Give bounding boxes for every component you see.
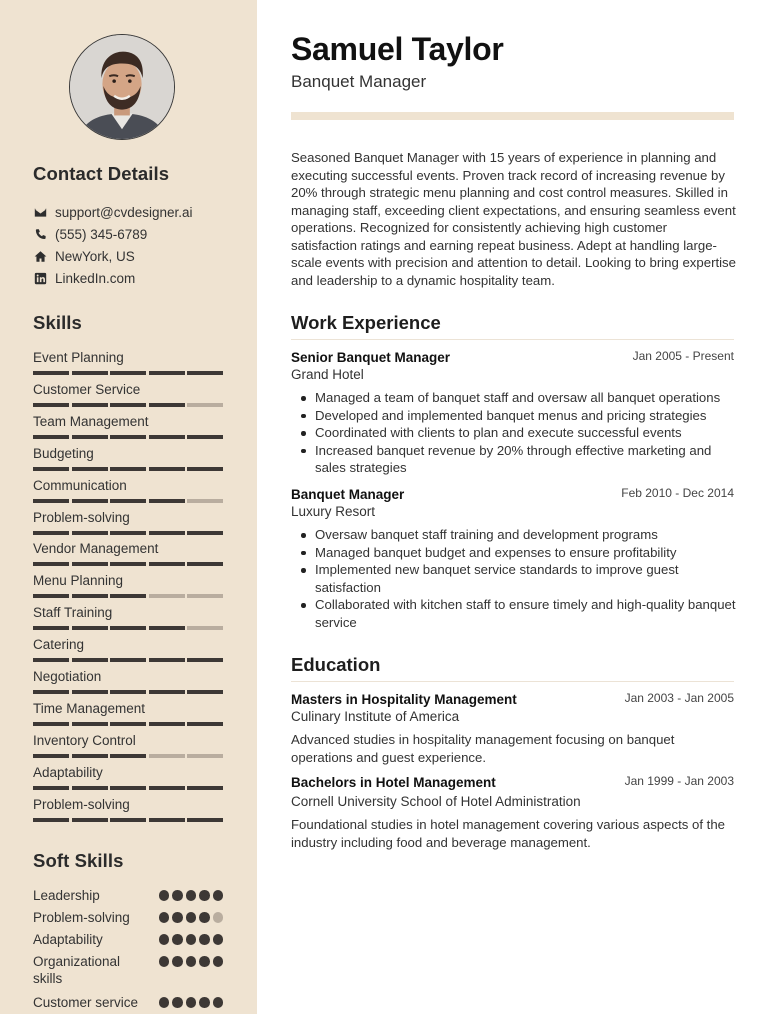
skill-item xyxy=(33,413,223,439)
contact-email[interactable] xyxy=(33,203,193,221)
level-segment xyxy=(149,690,185,694)
skill-name: Inventory Control xyxy=(33,732,136,748)
list-item: Developed and implemented banquet menus and pricing strategies xyxy=(291,407,736,425)
level-segment xyxy=(110,435,146,439)
school-name: Culinary Institute of America xyxy=(291,709,460,724)
level-segment xyxy=(110,626,146,630)
level-segment xyxy=(33,722,69,726)
skill-item xyxy=(33,509,223,535)
skill-name: Budgeting xyxy=(33,445,94,461)
skill-item xyxy=(33,636,223,662)
soft-skill-rating xyxy=(159,890,224,904)
skill-item xyxy=(33,572,223,598)
level-segment xyxy=(187,754,223,758)
level-segment xyxy=(72,690,108,694)
skill-name: Negotiation xyxy=(33,669,102,684)
rating-dot xyxy=(159,934,170,945)
level-segment xyxy=(72,626,108,630)
rating-dot xyxy=(172,890,183,901)
soft-skill-rating xyxy=(159,934,224,948)
degree-dates: Jan 1999 - Jan 2003 xyxy=(624,774,734,788)
level-segment xyxy=(187,403,223,407)
level-segment xyxy=(110,594,146,598)
rating-dot xyxy=(213,934,224,945)
degree-title: Masters in Hospitality Management xyxy=(291,692,517,707)
contact-location xyxy=(33,247,135,265)
level-segment xyxy=(72,594,108,598)
level-segment xyxy=(187,531,223,535)
job-bullets xyxy=(291,526,736,631)
level-segment xyxy=(33,754,69,758)
skill-item xyxy=(33,668,223,694)
level-segment xyxy=(110,499,146,503)
rating-dot xyxy=(159,890,170,901)
skill-level-bar xyxy=(33,562,223,566)
level-segment xyxy=(33,403,69,407)
skill-level-bar xyxy=(33,499,223,503)
level-segment xyxy=(149,403,185,407)
level-segment xyxy=(72,499,108,503)
skill-level-bar xyxy=(33,531,223,535)
summary-text: Seasoned Banquet Manager with 15 years of experience in planning and executing successful events. Proven track record of increasing revenue by 20% through strategic menu planning and cost control measures. Skilled in managing staff, exceeding client expectations, and ensuring seamless event operations. Recognized for consistently achieving high customer satisfaction ratings and earning repeat business. Adept at handling large-scale events with precision and attention to detail. Looking to bring expertise and leadership to a dynamic hospitality team. xyxy=(291,150,736,288)
home-icon xyxy=(33,249,47,263)
soft-skill-rating xyxy=(159,912,224,926)
skill-name: Staff Training xyxy=(33,605,113,621)
job-company: Grand Hotel xyxy=(291,367,364,382)
level-segment xyxy=(110,371,146,375)
level-segment xyxy=(72,435,108,439)
level-segment xyxy=(187,435,223,439)
skill-name: Customer Service xyxy=(33,381,141,397)
level-segment xyxy=(187,499,223,503)
skill-name: Communication xyxy=(33,477,127,493)
level-segment xyxy=(72,531,108,535)
level-segment xyxy=(149,371,185,375)
level-segment xyxy=(149,626,185,630)
rating-dot xyxy=(213,997,224,1008)
skill-item xyxy=(33,796,223,822)
rating-dot xyxy=(213,890,224,901)
main-content xyxy=(257,0,768,1014)
skill-item xyxy=(33,540,223,566)
skill-name: Vendor Management xyxy=(33,541,159,557)
level-segment xyxy=(72,562,108,566)
level-segment xyxy=(110,531,146,535)
rating-dot xyxy=(213,912,224,923)
soft-skill-name: Customer service xyxy=(33,995,139,1010)
rating-dot xyxy=(186,912,197,923)
candidate-name: Samuel Taylor xyxy=(291,31,504,67)
section-divider xyxy=(291,681,734,682)
skill-level-bar xyxy=(33,435,223,439)
level-segment xyxy=(33,786,69,790)
soft-skill-item xyxy=(33,931,223,948)
list-item: Implemented new banquet service standards to improve guest satisfaction xyxy=(291,561,736,596)
soft-skill-item xyxy=(33,887,223,904)
contact-email-text: support@cvdesigner.ai xyxy=(55,204,193,220)
soft-skill-item xyxy=(33,953,223,987)
job-bullets xyxy=(291,389,736,477)
level-segment xyxy=(187,594,223,598)
skill-name: Team Management xyxy=(33,413,149,429)
degree-dates: Jan 2003 - Jan 2005 xyxy=(624,691,734,705)
soft-skill-rating xyxy=(159,997,224,1011)
rating-dot xyxy=(172,934,183,945)
rating-dot xyxy=(172,997,183,1008)
skill-item xyxy=(33,349,223,375)
list-item: Managed a team of banquet staff and oversaw all banquet operations xyxy=(291,389,736,407)
level-segment xyxy=(187,467,223,471)
level-segment xyxy=(149,658,185,662)
rating-dot xyxy=(172,912,183,923)
skill-level-bar xyxy=(33,467,223,471)
skill-name: Time Management xyxy=(33,700,146,716)
skill-item xyxy=(33,381,223,407)
skill-name: Problem-solving xyxy=(33,796,130,812)
soft-skill-name: Problem-solving xyxy=(33,910,130,925)
soft-skill-name: Leadership xyxy=(33,888,100,903)
level-segment xyxy=(187,371,223,375)
skill-item xyxy=(33,700,223,726)
level-segment xyxy=(33,594,69,598)
level-segment xyxy=(110,467,146,471)
level-segment xyxy=(187,626,223,630)
level-segment xyxy=(110,690,146,694)
level-segment xyxy=(110,562,146,566)
skill-name: Event Planning xyxy=(33,350,124,365)
education-heading: Education xyxy=(291,654,381,675)
job-title: Senior Banquet Manager xyxy=(291,350,451,365)
level-segment xyxy=(33,531,69,535)
level-segment xyxy=(187,786,223,790)
rating-dot xyxy=(199,997,210,1008)
level-segment xyxy=(149,786,185,790)
skill-name: Menu Planning xyxy=(33,573,124,589)
skill-level-bar xyxy=(33,403,223,407)
soft-skill-name: Organizational skills xyxy=(33,954,121,986)
linkedin-icon xyxy=(33,271,47,285)
level-segment xyxy=(33,371,69,375)
level-segment xyxy=(33,690,69,694)
rating-dot xyxy=(186,934,197,945)
level-segment xyxy=(187,818,223,822)
level-segment xyxy=(33,435,69,439)
level-segment xyxy=(110,658,146,662)
job-title: Banquet Manager xyxy=(291,487,405,502)
skill-item xyxy=(33,604,223,630)
level-segment xyxy=(72,754,108,758)
list-item: Managed banquet budget and expenses to ensure profitability xyxy=(291,544,736,562)
sidebar xyxy=(0,0,257,1014)
level-segment xyxy=(149,754,185,758)
level-segment xyxy=(72,818,108,822)
skill-level-bar xyxy=(33,754,223,758)
level-segment xyxy=(72,722,108,726)
level-segment xyxy=(149,467,185,471)
level-segment xyxy=(187,658,223,662)
skill-item xyxy=(33,445,223,471)
job-company: Luxury Resort xyxy=(291,504,376,519)
skill-level-bar xyxy=(33,371,223,375)
list-item: Collaborated with kitchen staff to ensure timely and high-quality banquet service xyxy=(291,596,736,631)
job-dates: Feb 2010 - Dec 2014 xyxy=(621,486,734,500)
rating-dot xyxy=(159,956,170,967)
level-segment xyxy=(110,818,146,822)
candidate-role: Banquet Manager xyxy=(291,72,427,91)
level-segment xyxy=(149,562,185,566)
soft-skill-item xyxy=(33,994,223,1011)
rating-dot xyxy=(159,997,170,1008)
skills-heading: Skills xyxy=(33,312,82,333)
list-item: Increased banquet revenue by 20% through effective marketing and sales strategies xyxy=(291,442,736,477)
soft-skills-heading: Soft Skills xyxy=(33,850,124,871)
level-segment xyxy=(149,499,185,503)
level-segment xyxy=(33,562,69,566)
level-segment xyxy=(187,690,223,694)
list-item: Oversaw banquet staff training and development programs xyxy=(291,526,736,544)
skill-level-bar xyxy=(33,818,223,822)
avatar xyxy=(69,34,175,140)
rating-dot xyxy=(172,956,183,967)
rating-dot xyxy=(159,912,170,923)
soft-skill-rating xyxy=(159,956,224,987)
level-segment xyxy=(72,467,108,471)
skill-level-bar xyxy=(33,722,223,726)
contact-heading: Contact Details xyxy=(33,163,170,184)
level-segment xyxy=(72,371,108,375)
skill-item xyxy=(33,764,223,790)
level-segment xyxy=(149,435,185,439)
skill-level-bar xyxy=(33,658,223,662)
skill-level-bar xyxy=(33,626,223,630)
degree-title: Bachelors in Hotel Management xyxy=(291,775,496,790)
level-segment xyxy=(33,658,69,662)
level-segment xyxy=(72,786,108,790)
level-segment xyxy=(187,562,223,566)
level-segment xyxy=(33,467,69,471)
skill-item xyxy=(33,477,223,503)
section-divider xyxy=(291,339,734,340)
contact-location-text: NewYork, US xyxy=(55,248,135,264)
level-segment xyxy=(33,818,69,822)
level-segment xyxy=(149,531,185,535)
phone-icon xyxy=(33,227,47,241)
level-segment xyxy=(33,499,69,503)
rating-dot xyxy=(186,890,197,901)
level-segment xyxy=(110,722,146,726)
work-experience-heading: Work Experience xyxy=(291,312,441,333)
envelope-icon xyxy=(33,205,47,219)
school-name: Cornell University School of Hotel Administration xyxy=(291,794,581,809)
rating-dot xyxy=(213,956,224,967)
soft-skill-item xyxy=(33,909,223,926)
level-segment xyxy=(187,722,223,726)
skill-level-bar xyxy=(33,786,223,790)
degree-description: Advanced studies in hospitality management focusing on banquet operations and guest experience. xyxy=(291,732,675,765)
contact-linkedin-text: LinkedIn.com xyxy=(55,270,136,286)
level-segment xyxy=(72,403,108,407)
skill-level-bar xyxy=(33,690,223,694)
contact-phone[interactable] xyxy=(33,225,147,243)
level-segment xyxy=(110,403,146,407)
rating-dot xyxy=(199,934,210,945)
job-dates: Jan 2005 - Present xyxy=(632,349,734,363)
soft-skill-name: Adaptability xyxy=(33,932,103,947)
skill-level-bar xyxy=(33,594,223,598)
level-segment xyxy=(149,594,185,598)
rating-dot xyxy=(186,997,197,1008)
contact-linkedin[interactable] xyxy=(33,269,135,287)
skill-name: Problem-solving xyxy=(33,509,130,525)
level-segment xyxy=(149,818,185,822)
level-segment xyxy=(33,626,69,630)
header-divider xyxy=(291,112,734,120)
contact-phone-text: (555) 345-6789 xyxy=(55,226,148,242)
rating-dot xyxy=(199,956,210,967)
level-segment xyxy=(110,786,146,790)
skill-name: Catering xyxy=(33,637,85,653)
rating-dot xyxy=(199,912,210,923)
degree-description: Foundational studies in hotel management covering various aspects of the industry including food and beverage management. xyxy=(291,817,725,850)
level-segment xyxy=(110,754,146,758)
level-segment xyxy=(149,722,185,726)
list-item: Coordinated with clients to plan and execute successful events xyxy=(291,424,736,442)
skill-item xyxy=(33,732,223,758)
rating-dot xyxy=(199,890,210,901)
skill-name: Adaptability xyxy=(33,764,103,780)
level-segment xyxy=(72,658,108,662)
rating-dot xyxy=(186,956,197,967)
